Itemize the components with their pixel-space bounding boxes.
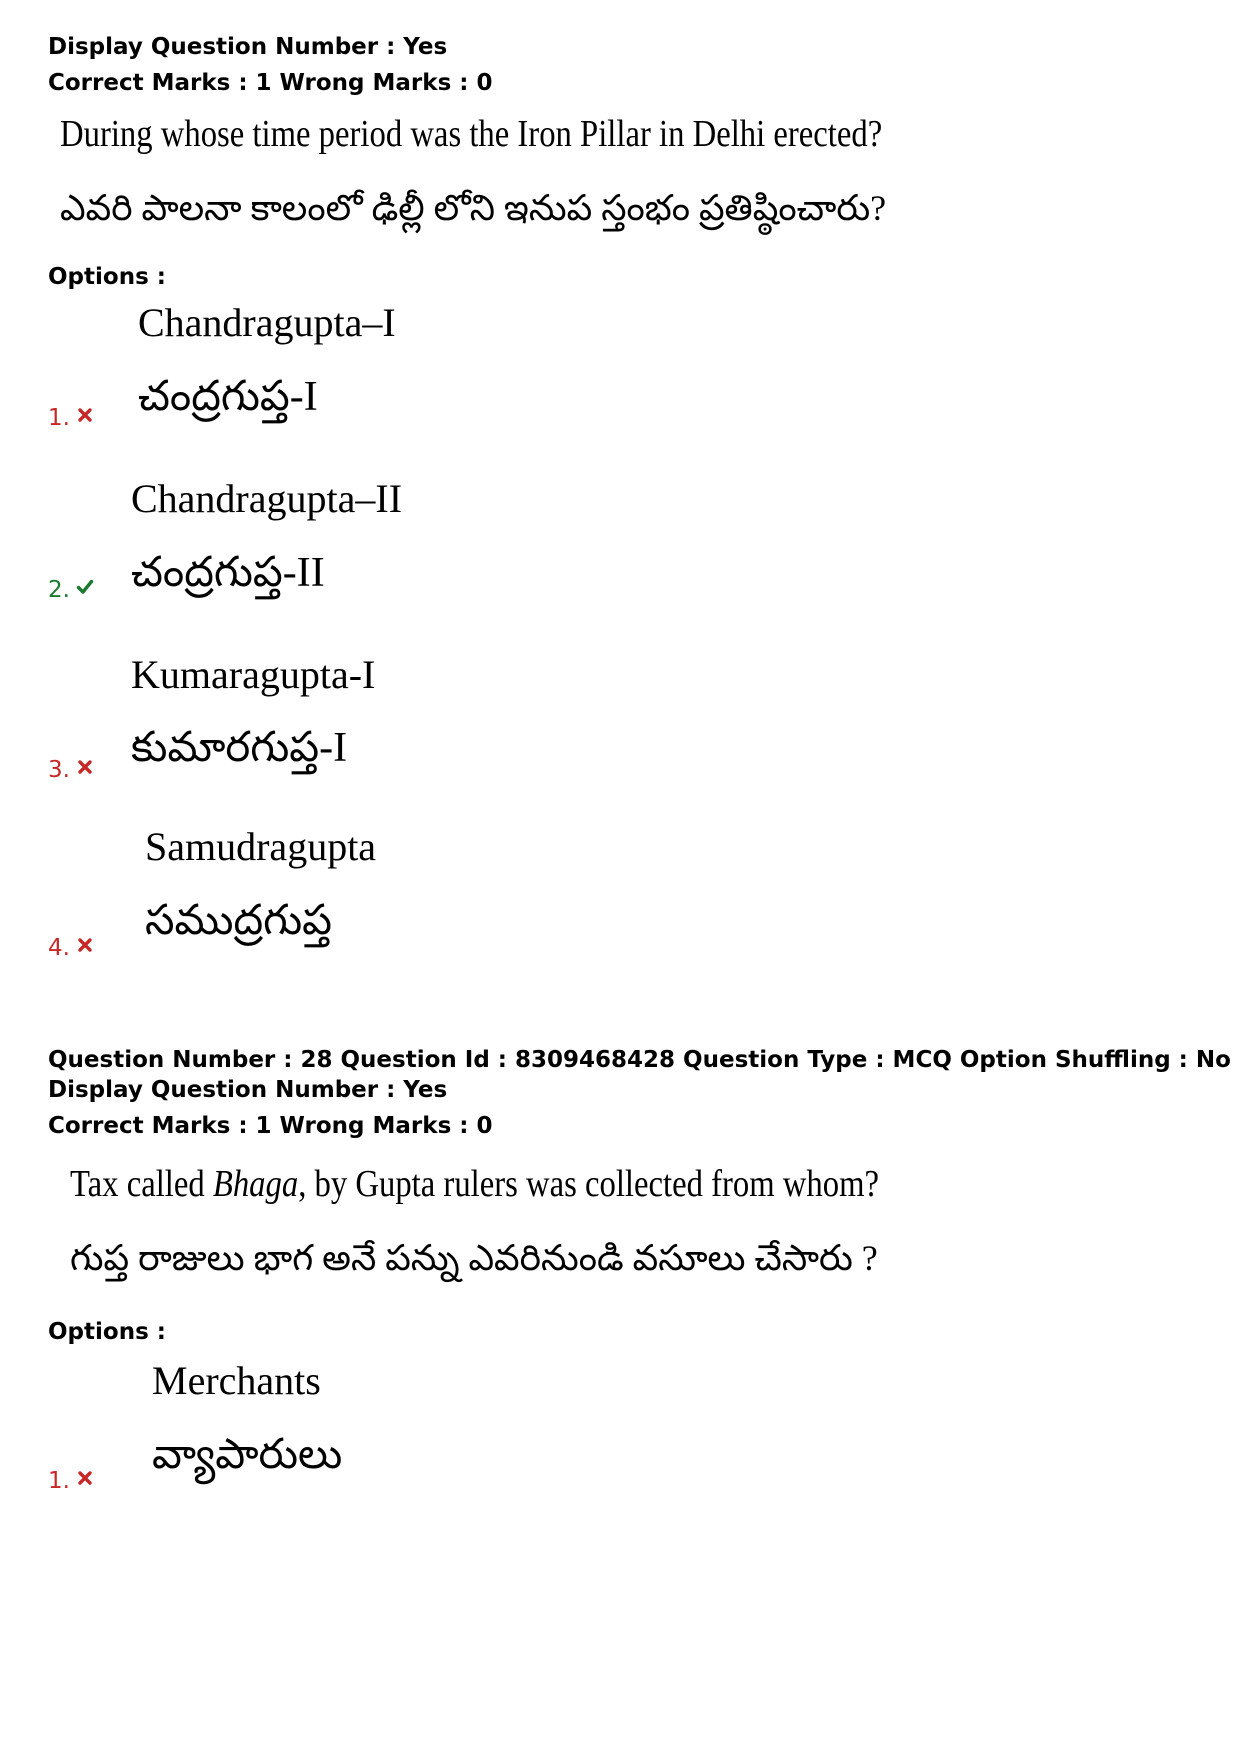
option-3-telugu: కుమారగుప్త-I bbox=[131, 725, 348, 771]
option-3-marker bbox=[48, 757, 94, 783]
option-4-number: 4. bbox=[48, 935, 70, 961]
cross-icon bbox=[76, 936, 94, 954]
option-1-telugu: చంద్రగుప్త-I bbox=[138, 374, 318, 420]
option-2-telugu: చంద్రగుప్త-II bbox=[131, 550, 325, 596]
cross-icon bbox=[76, 1469, 94, 1487]
marks-info: Correct Marks : 1 Wrong Marks : 0 bbox=[48, 70, 493, 96]
options-label: Options : bbox=[48, 1319, 166, 1345]
option-1-telugu: వ్యాపారులు bbox=[152, 1432, 343, 1478]
question-text-telugu: ఎవరి పాలనా కాలంలో ఢిల్లీ లోని ఇనుప స్తంభం ప్రతిష్ఠించారు? bbox=[60, 188, 887, 228]
option-4-marker bbox=[48, 935, 94, 961]
option-1-english: Merchants bbox=[152, 1358, 321, 1403]
option-4-english: Samudragupta bbox=[145, 824, 377, 869]
option-2-english: Chandragupta–II bbox=[131, 476, 403, 521]
check-icon bbox=[76, 578, 94, 596]
options-label: Options : bbox=[48, 264, 166, 290]
question-text-part: , by Gupta rulers was collected from whom? bbox=[298, 1163, 880, 1205]
option-1-number: 1. bbox=[48, 1468, 70, 1494]
question-text-emphasis: Bhaga bbox=[212, 1163, 299, 1205]
question-header: Question Number : 28 Question Id : 8309468428 Question Type : MCQ Option Shuffling : No bbox=[48, 1047, 1231, 1073]
cross-icon bbox=[76, 406, 94, 424]
question-text-telugu: గుప్త రాజులు భాగ అనే పన్ను ఎవరినుండి వసూలు చేసారు ? bbox=[70, 1238, 878, 1278]
option-1-english: Chandragupta–I bbox=[138, 300, 396, 345]
cross-icon bbox=[76, 758, 94, 776]
marks-info: Correct Marks : 1 Wrong Marks : 0 bbox=[48, 1113, 493, 1139]
option-2-marker bbox=[48, 577, 94, 603]
option-1-number: 1. bbox=[48, 405, 70, 431]
option-2-number: 2. bbox=[48, 577, 70, 603]
question-text-english: During whose time period was the Iron Pillar in Delhi erected? bbox=[60, 113, 883, 155]
option-4-telugu: సముద్రగుప్త bbox=[145, 898, 332, 944]
question-text-part: Tax called bbox=[70, 1163, 213, 1205]
option-1-marker bbox=[48, 1468, 94, 1494]
option-3-english: Kumaragupta-I bbox=[131, 652, 376, 697]
display-question-number: Display Question Number : Yes bbox=[48, 1077, 448, 1103]
option-1-marker bbox=[48, 405, 94, 431]
display-question-number: Display Question Number : Yes bbox=[48, 34, 448, 60]
option-3-number: 3. bbox=[48, 757, 70, 783]
question-text-english bbox=[70, 1162, 879, 1206]
